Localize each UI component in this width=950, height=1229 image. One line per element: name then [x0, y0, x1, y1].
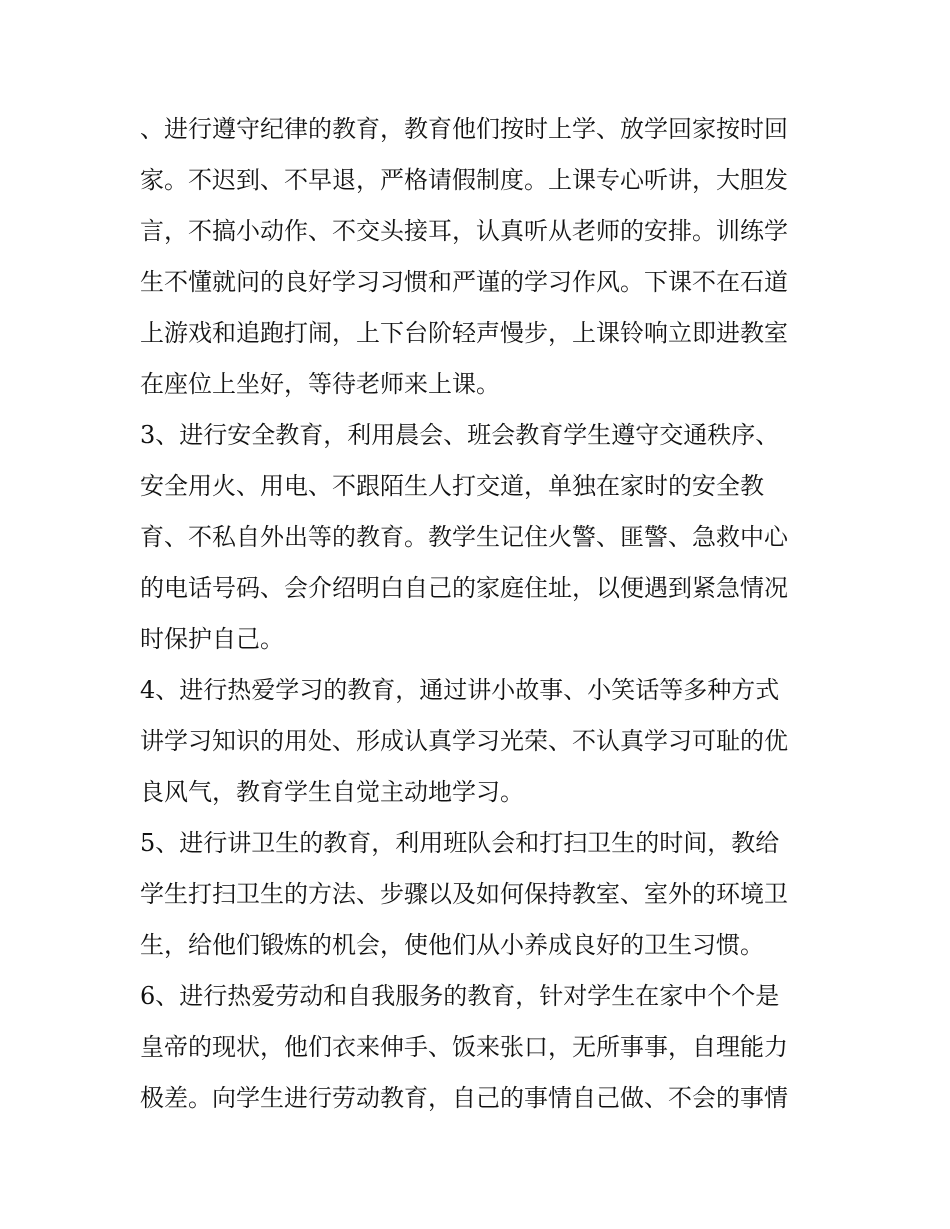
text-line: 6、进行热爱劳动和自我服务的教育，针对学生在家中个个是 — [140, 982, 780, 1010]
text-line: 的电话号码、会介绍明白自己的家庭住址，以便遇到紧急情况 — [140, 574, 788, 602]
text-line: 育、不私自外出等的教育。教学生记住火警、匪警、急救中心 — [140, 523, 788, 551]
text-line: 生不懂就问的良好学习习惯和严谨的学习作风。下课不在石道 — [140, 268, 788, 296]
text-line: 上游戏和追跑打闹，上下台阶轻声慢步，上课铃响立即进教室 — [140, 319, 788, 347]
text-line: 5、进行讲卫生的教育，利用班队会和打扫卫生的时间，教给 — [140, 829, 780, 857]
text-line: 安全用火、用电、不跟陌生人打交道，单独在家时的安全教 — [140, 472, 764, 500]
text-line: 良风气，教育学生自觉主动地学习。 — [140, 778, 524, 806]
text-line: 、进行遵守纪律的教育，教育他们按时上学、放学回家按时回 — [140, 115, 788, 143]
text-line: 极差。向学生进行劳动教育，自己的事情自己做、不会的事情 — [140, 1084, 788, 1112]
text-line: 学生打扫卫生的方法、步骤以及如何保持教室、室外的环境卫 — [140, 880, 788, 908]
text-line: 3、进行安全教育，利用晨会、班会教育学生遵守交通秩序、 — [140, 421, 780, 449]
text-line: 家。不迟到、不早退，严格请假制度。上课专心听讲，大胆发 — [140, 166, 788, 194]
text-line: 讲学习知识的用处、形成认真学习光荣、不认真学习可耻的优 — [140, 727, 788, 755]
document-body — [140, 104, 830, 1124]
text-line: 时保护自己。 — [140, 625, 284, 653]
text-line: 生，给他们锻炼的机会，使他们从小养成良好的卫生习惯。 — [140, 931, 764, 959]
text-line: 4、进行热爱学习的教育，通过讲小故事、小笑话等多种方式 — [140, 676, 780, 704]
text-line: 在座位上坐好，等待老师来上课。 — [140, 370, 500, 398]
text-line: 皇帝的现状，他们衣来伸手、饭来张口，无所事事，自理能力 — [140, 1033, 788, 1061]
text-line: 言，不搞小动作、不交头接耳，认真听从老师的安排。训练学 — [140, 217, 788, 245]
